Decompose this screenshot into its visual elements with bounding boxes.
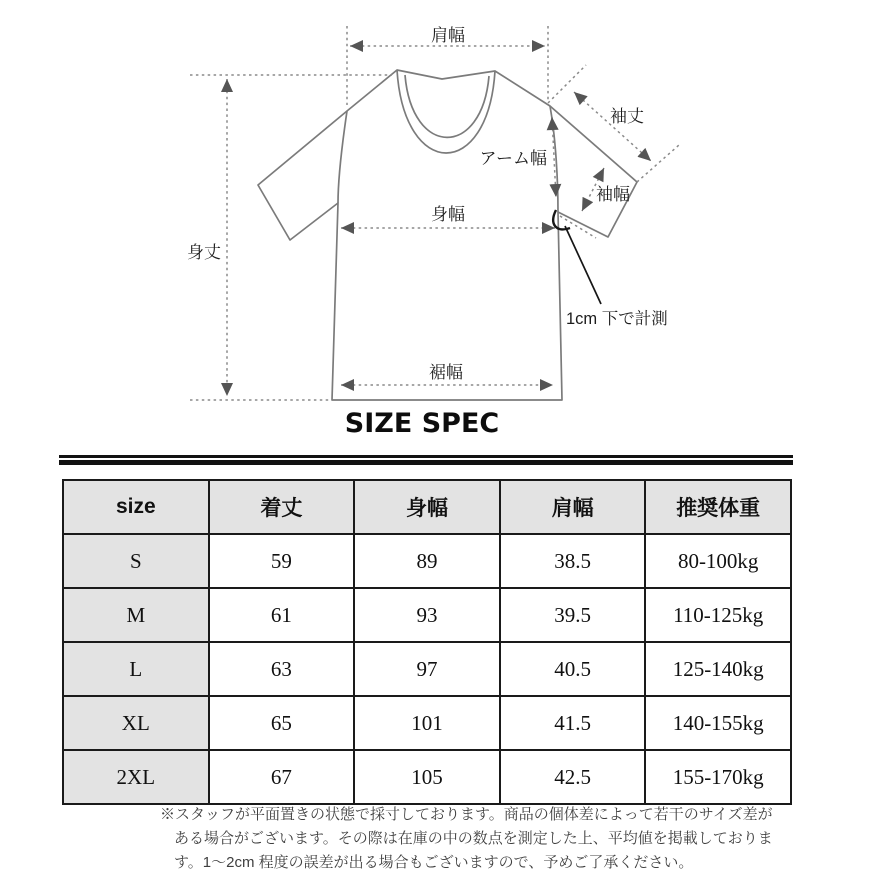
sleeve-length-label: 袖丈	[610, 107, 644, 126]
shoulder-width-label: 肩幅	[431, 26, 465, 45]
cell-size: 2XL	[63, 750, 209, 804]
cell-body-width: 97	[354, 642, 500, 696]
header-cell-body-width: 身幅	[354, 480, 500, 534]
table-row-2xl	[63, 750, 791, 804]
header-cell-shoulder: 肩幅	[500, 480, 646, 534]
page-title: SIZE SPEC	[344, 408, 500, 439]
body-length-label: 身丈	[187, 243, 221, 262]
size-table-body	[63, 534, 791, 804]
cell-size: S	[63, 534, 209, 588]
table-row-l	[63, 642, 791, 696]
footnote	[160, 803, 773, 875]
cell-shoulder: 40.5	[500, 642, 646, 696]
arm-width-label: アーム幅	[479, 149, 547, 168]
header-row	[63, 480, 791, 534]
cell-size: XL	[63, 696, 209, 750]
header-cell-length: 着丈	[209, 480, 355, 534]
cell-length: 67	[209, 750, 355, 804]
cell-size: L	[63, 642, 209, 696]
cell-shoulder: 38.5	[500, 534, 646, 588]
header-cell-size: size	[63, 480, 209, 534]
table-row-s	[63, 534, 791, 588]
footnote-line-3: す。1～2cm 程度の誤差が出る場合もございますので、予めご了承ください。	[174, 854, 694, 871]
cell-shoulder: 41.5	[500, 696, 646, 750]
header-cell-weight: 推奨体重	[645, 480, 791, 534]
cell-weight: 155-170kg	[645, 750, 791, 804]
body-width-label: 身幅	[431, 205, 465, 224]
measure-note-label: 1cm 下で計測	[566, 310, 668, 328]
size-table	[62, 479, 792, 805]
cell-weight: 110-125kg	[645, 588, 791, 642]
cell-weight: 80-100kg	[645, 534, 791, 588]
separator-bottom-line	[59, 460, 793, 465]
cell-body-width: 105	[354, 750, 500, 804]
footnote-line-1: ※スタッフが平面置きの状態で採寸しております。商品の個体差によって若干のサイズ差が	[160, 806, 773, 823]
cell-weight: 125-140kg	[645, 642, 791, 696]
cell-shoulder: 39.5	[500, 588, 646, 642]
cell-length: 59	[209, 534, 355, 588]
footnote-line-2: ある場合がございます。その際は在庫の中の数点を測定した上、平均値を掲載しておりま	[174, 830, 773, 847]
cell-length: 65	[209, 696, 355, 750]
cell-body-width: 101	[354, 696, 500, 750]
tshirt-silhouette	[258, 70, 637, 400]
cell-length: 61	[209, 588, 355, 642]
size-table-header	[63, 480, 791, 534]
sleeve-width-label: 袖幅	[596, 185, 630, 204]
separator-double-line	[59, 455, 793, 465]
table-row-xl	[63, 696, 791, 750]
tshirt-outline	[258, 70, 637, 400]
cell-body-width: 89	[354, 534, 500, 588]
sleeve-length-extension-line-bottom	[637, 145, 679, 182]
cell-shoulder: 42.5	[500, 750, 646, 804]
table-row-m	[63, 588, 791, 642]
hem-width-label: 裾幅	[429, 363, 463, 382]
cell-length: 63	[209, 642, 355, 696]
cell-weight: 140-155kg	[645, 696, 791, 750]
cell-body-width: 93	[354, 588, 500, 642]
cell-size: M	[63, 588, 209, 642]
